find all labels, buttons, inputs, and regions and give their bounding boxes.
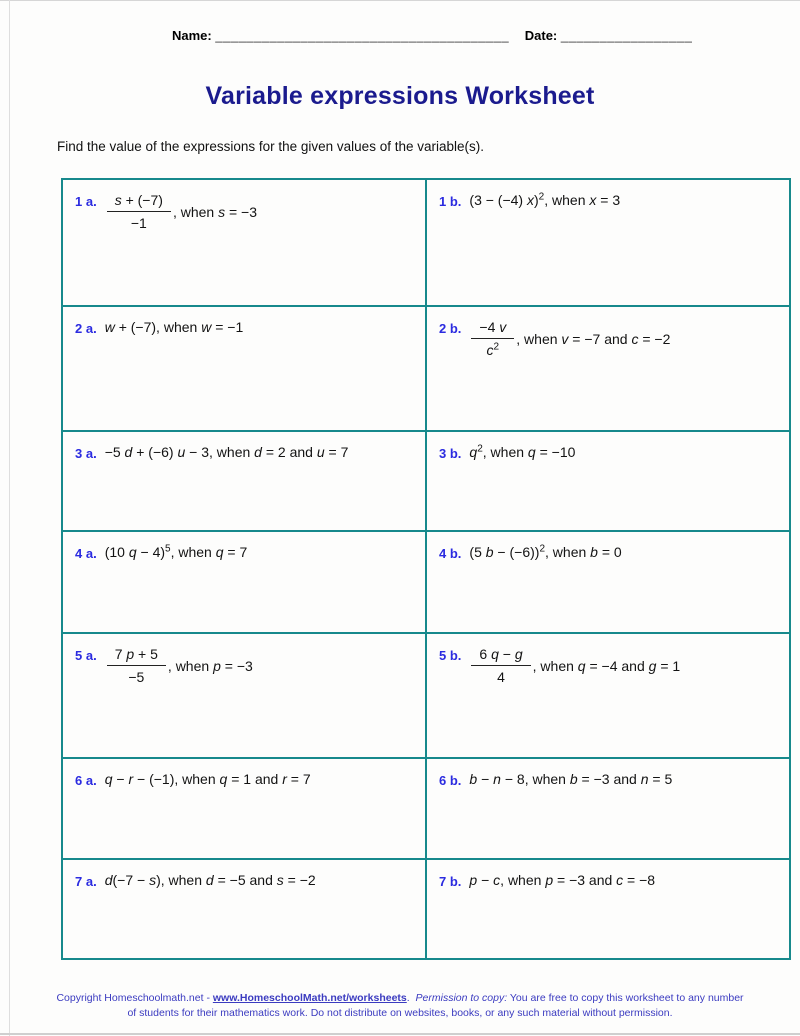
fraction-numerator: 7 p + 5 xyxy=(107,646,166,666)
table-row xyxy=(62,431,790,531)
problem-cell-1b xyxy=(426,179,790,306)
problem-cell-4b xyxy=(426,531,790,633)
problem-cell-5b xyxy=(426,633,790,758)
fraction xyxy=(107,192,171,231)
fraction-numerator: s + (−7) xyxy=(107,192,171,212)
problem-expression: b − n − 8, when b = −3 and n = 5 xyxy=(469,771,673,787)
problem-condition: , when q = −4 and g = 1 xyxy=(532,657,681,674)
copyright-footer xyxy=(55,991,745,1020)
date-blank-line: _________________ xyxy=(560,28,693,43)
fraction-denominator: −5 xyxy=(128,669,145,685)
name-label: Name: xyxy=(172,28,212,43)
problem-expression: d(−7 − s), when d = −5 and s = −2 xyxy=(104,872,316,888)
table-row xyxy=(62,531,790,633)
problem-label: 5 b. xyxy=(439,648,462,663)
fraction-denominator: $c^2$ xyxy=(486,341,500,358)
problem-cell-1a xyxy=(62,179,426,306)
fraction xyxy=(471,319,514,358)
fraction-numerator: −4 v xyxy=(471,319,514,339)
problem-cell-7b xyxy=(426,859,790,959)
page-edge-bottom xyxy=(0,1033,800,1035)
table-row xyxy=(62,633,790,758)
fraction-denominator: −1 xyxy=(130,215,147,231)
problem-cell-2b xyxy=(426,306,790,431)
date-label: Date: xyxy=(524,28,558,43)
problem-label: 3 b. xyxy=(439,446,462,461)
name-blank-line: ______________________________________ xyxy=(215,28,510,43)
problem-cell-7a xyxy=(62,859,426,959)
problem-label: 6 b. xyxy=(439,773,462,788)
problem-expression: (3 − (−4) x)$^2$, when x = 3 xyxy=(469,191,621,208)
fraction xyxy=(107,646,166,685)
table-row xyxy=(62,306,790,431)
problem-expression: −5 d + (−6) u − 3, when d = 2 and u = 7 xyxy=(104,444,349,460)
problem-label: 7 b. xyxy=(439,874,462,889)
problem-label: 1 b. xyxy=(439,194,462,209)
problem-label: 2 a. xyxy=(75,321,97,336)
fraction-numerator: 6 q − g xyxy=(471,646,530,666)
problem-cell-3a xyxy=(62,431,426,531)
problem-expression: p − c, when p = −3 and c = −8 xyxy=(469,872,656,888)
permission-text: You are free to copy this worksheet to any number of students for their mathematics work. Do not distribute on websites, books, or any such material without permission. xyxy=(127,992,744,1019)
problem-cell-3b xyxy=(426,431,790,531)
problem-expression: q − r − (−1), when q = 1 and r = 7 xyxy=(104,771,311,787)
problem-cell-2a xyxy=(62,306,426,431)
instruction-text: Find the value of the expressions for the given values of the variable(s). xyxy=(57,139,484,154)
problem-label: 6 a. xyxy=(75,773,97,788)
problem-label: 5 a. xyxy=(75,648,97,663)
page-title: Variable expressions Worksheet xyxy=(205,82,595,110)
table-row xyxy=(62,758,790,859)
problem-expression: $q^2$, when q = −10 xyxy=(469,443,576,460)
problem-expression: (5 b − (−6))$^2$, when b = 0 xyxy=(469,543,622,560)
problem-label: 3 a. xyxy=(75,446,97,461)
problem-expression: (10 q − 4)$^5$, when q = 7 xyxy=(104,543,248,560)
problem-condition: , when p = −3 xyxy=(167,657,253,674)
problem-cell-6a xyxy=(62,758,426,859)
footer-separator: . xyxy=(406,992,416,1004)
problem-label: 4 b. xyxy=(439,546,462,561)
problem-cell-5a xyxy=(62,633,426,758)
problem-label: 1 a. xyxy=(75,194,97,209)
table-row xyxy=(62,179,790,306)
page-edge-left xyxy=(9,0,10,1036)
permission-label: Permission to copy: xyxy=(415,992,508,1004)
problem-expression: w + (−7), when w = −1 xyxy=(104,319,244,335)
fraction-denominator: 4 xyxy=(497,669,505,685)
problem-label: 4 a. xyxy=(75,546,97,561)
problem-label: 7 a. xyxy=(75,874,97,889)
problem-condition: , when v = −7 and c = −2 xyxy=(516,330,671,347)
problem-cell-6b xyxy=(426,758,790,859)
problem-label: 2 b. xyxy=(439,321,462,336)
copyright-text: Copyright Homeschoolmath.net - xyxy=(56,992,213,1004)
problem-cell-4a xyxy=(62,531,426,633)
problem-condition: , when s = −3 xyxy=(172,203,257,220)
name-date-row xyxy=(172,28,692,43)
problems-table xyxy=(61,178,791,960)
page-edge-top xyxy=(0,0,800,1)
worksheets-link[interactable]: www.HomeschoolMath.net/worksheets xyxy=(212,992,407,1004)
table-row xyxy=(62,859,790,959)
fraction xyxy=(471,646,530,685)
